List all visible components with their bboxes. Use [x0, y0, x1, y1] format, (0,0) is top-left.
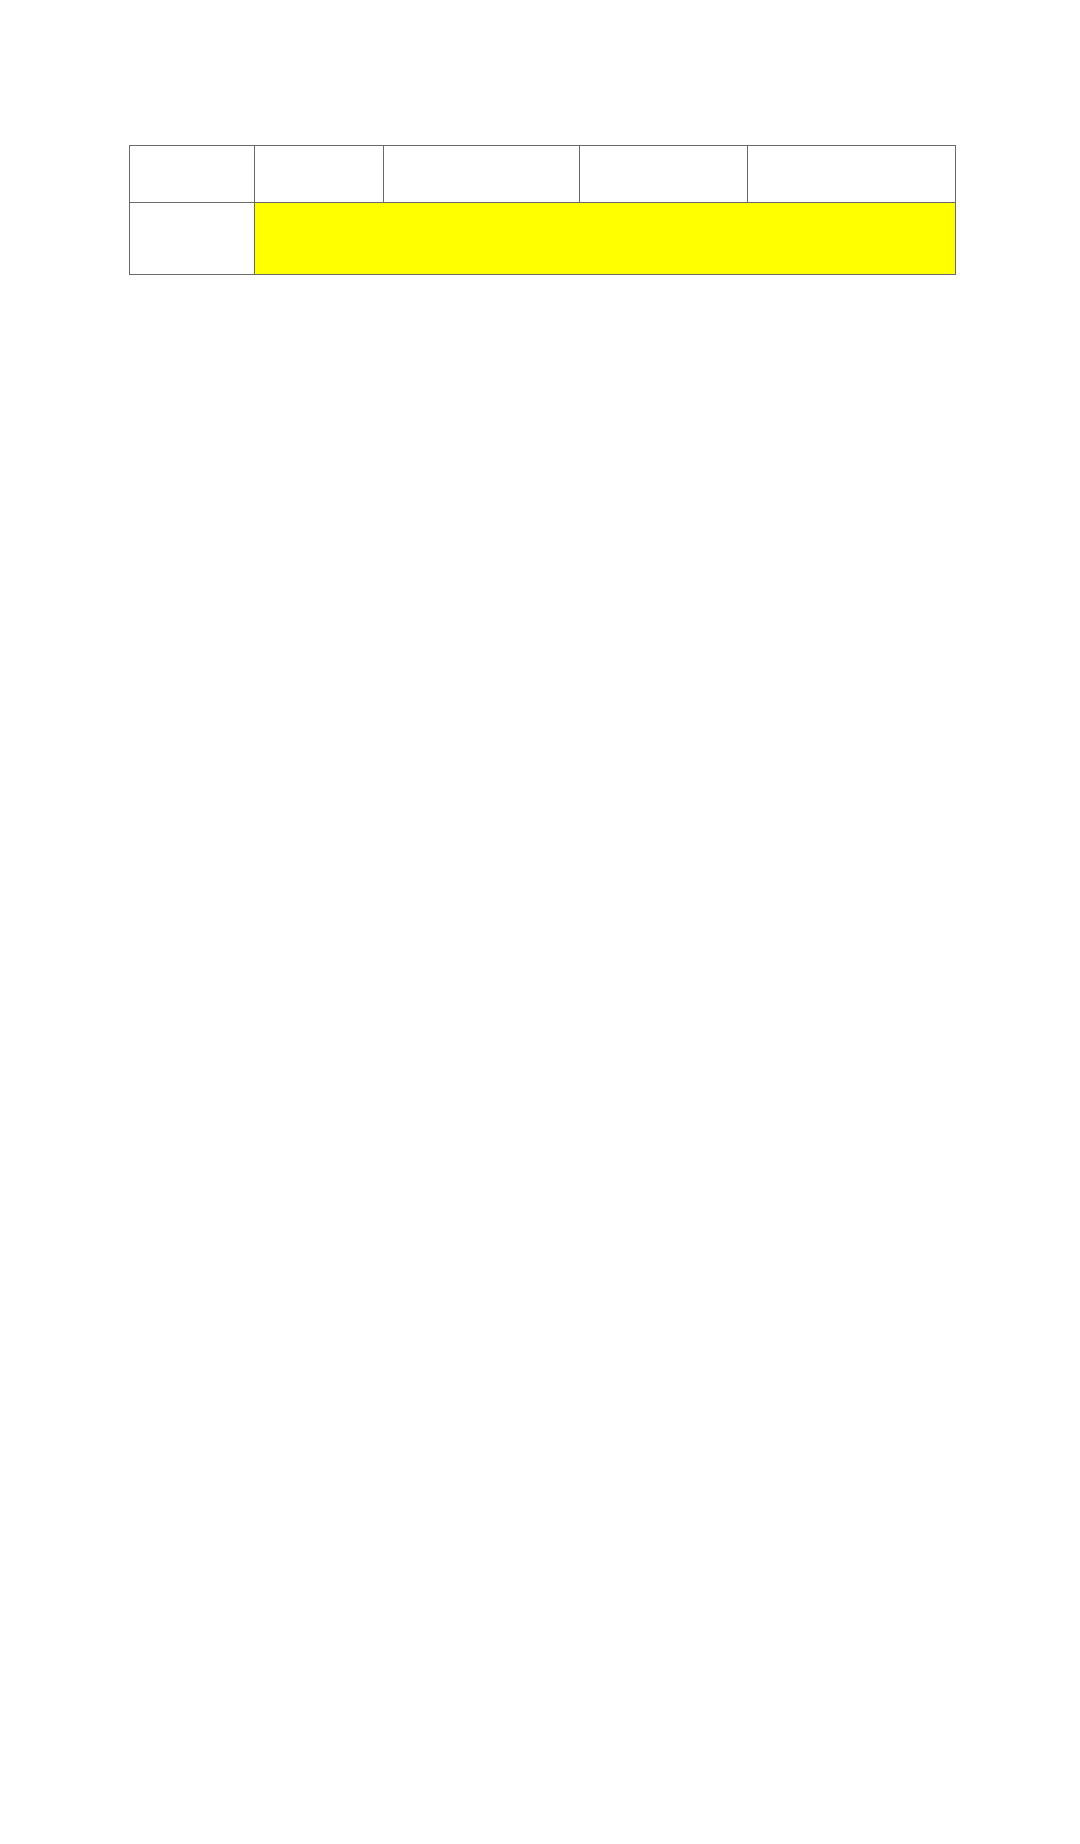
sun-name	[130, 203, 255, 275]
header-result	[580, 146, 748, 203]
header-count	[255, 146, 384, 203]
header-player	[130, 146, 255, 203]
header-table	[129, 145, 956, 275]
sun-count	[255, 203, 956, 275]
header-winner	[748, 146, 956, 203]
header-event	[384, 146, 580, 203]
